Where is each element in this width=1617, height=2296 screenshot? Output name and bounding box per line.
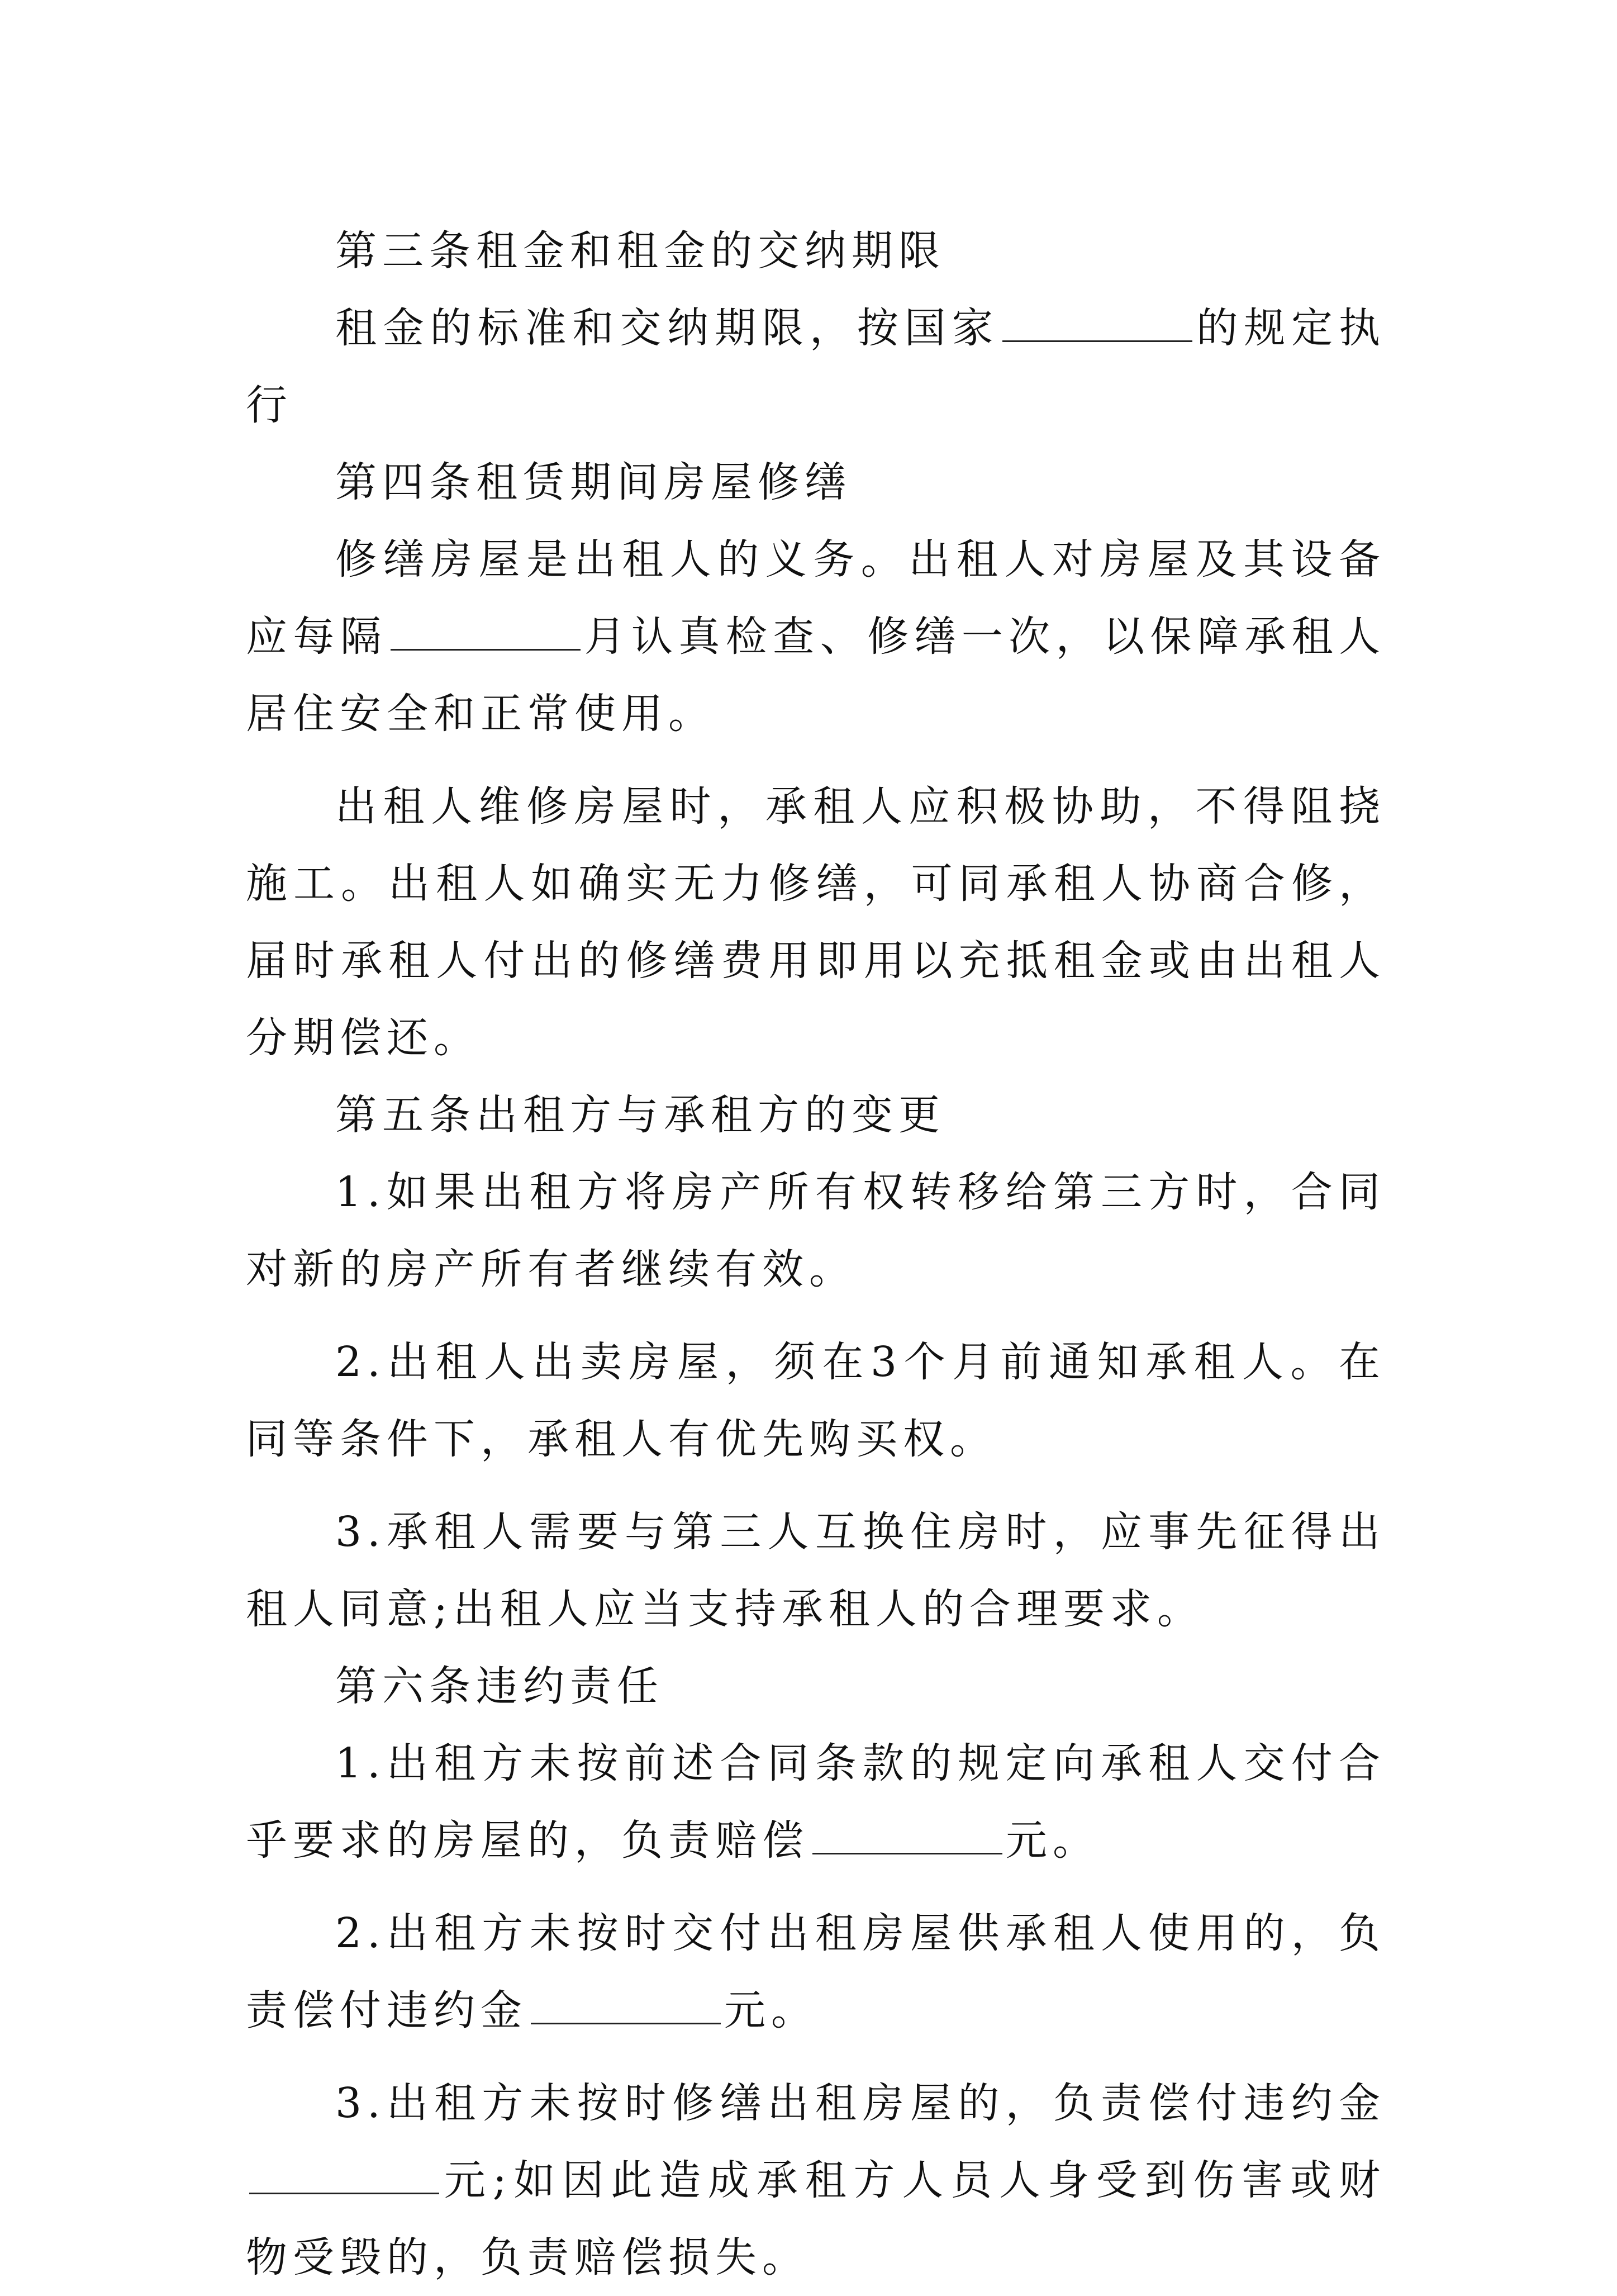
text-segment: 租金的标准和交纳期限，按国家 bbox=[335, 304, 1000, 352]
article-4-paragraph-1 bbox=[246, 521, 1386, 752]
blank-underline bbox=[531, 1989, 721, 2024]
article-5-item-3 bbox=[246, 1493, 1386, 1648]
blank-underline bbox=[249, 2159, 439, 2194]
text-segment: 元。 bbox=[1006, 1816, 1100, 1865]
article-5-item-1 bbox=[246, 1154, 1386, 1308]
article-3-heading-text: 第三条租金和租金的交纳期限 bbox=[335, 227, 945, 275]
text-segment: 2.出租人出卖房屋，须在3个月前通知承租人。在同等条件下，承租人有优先购买权。 bbox=[246, 1338, 1386, 1463]
text-segment: 3.出租方未按时修缮出租房屋的，负责偿付违约金 bbox=[335, 2079, 1386, 2127]
article-5-heading bbox=[246, 1076, 1386, 1154]
article-3-heading bbox=[246, 212, 1386, 290]
text-segment: 出租人维修房屋时，承租人应积极协助，不得阻挠施工。出租人如确实无力修缮，可同承租人协商合修，届时承租人付出的修缮费用即用以充抵租金或由出租人分期偿还。 bbox=[246, 782, 1386, 1062]
document-page bbox=[246, 212, 1386, 2296]
text-segment: 3.承租人需要与第三人互换住房时，应事先征得出租人同意;出租人应当支持承租人的合理要求。 bbox=[246, 1508, 1386, 1633]
article-6-item-1 bbox=[246, 1725, 1386, 1879]
article-3-paragraph bbox=[246, 290, 1386, 444]
text-segment: 1.出租方未按前述合同条款的规定向承租人交付合乎要求的房屋的，负责赔偿 bbox=[246, 1739, 1386, 1865]
article-6-heading bbox=[246, 1648, 1386, 1725]
article-6-heading-text: 第六条违约责任 bbox=[335, 1662, 664, 1710]
text-segment: 元;如因此造成承租方人员人身受到伤害或财物受毁的，负责赔偿损失。 bbox=[246, 2156, 1386, 2281]
text-segment: 1.如果出租方将房产所有权转移给第三方时，合同对新的房产所有者继续有效。 bbox=[246, 1168, 1386, 1293]
blank-underline bbox=[391, 615, 581, 651]
blank-underline bbox=[1002, 307, 1192, 342]
article-4-heading-text: 第四条租赁期间房屋修缮 bbox=[335, 458, 852, 506]
article-6-item-3 bbox=[246, 2065, 1386, 2296]
article-6-item-2 bbox=[246, 1895, 1386, 2049]
blank-underline bbox=[812, 1819, 1002, 1854]
article-5-item-2 bbox=[246, 1323, 1386, 1478]
text-segment: 2.出租方未按时交付出租房屋供承租人使用的，负责偿付违约金 bbox=[246, 1909, 1386, 2034]
text-segment: 元。 bbox=[724, 1986, 818, 2034]
article-5-heading-text: 第五条出租方与承租方的变更 bbox=[335, 1091, 945, 1139]
article-4-heading bbox=[246, 444, 1386, 521]
text-segment: 的规定执行 bbox=[246, 304, 1386, 429]
text-segment: 修缮房屋是出租人的义务。出租人对房屋及其设备应每隔 bbox=[246, 535, 1386, 661]
text-segment: 月认真检查、修缮一次，以保障承租人居住安全和正常使用。 bbox=[246, 613, 1386, 738]
article-4-paragraph-2 bbox=[246, 768, 1386, 1076]
